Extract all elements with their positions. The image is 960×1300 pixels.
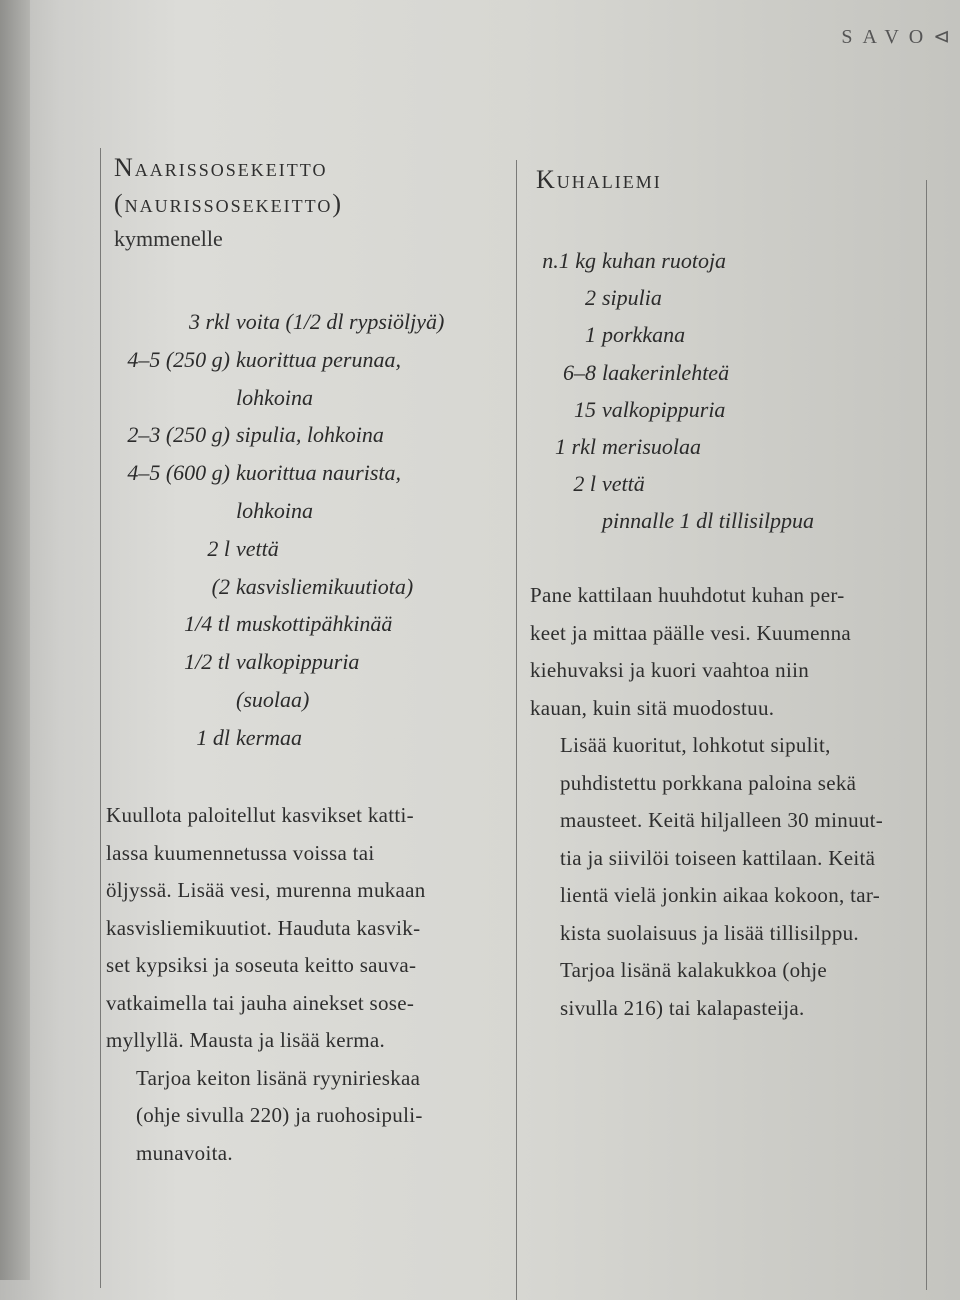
left-paragraph-2 [106,1060,506,1173]
title-line-2: (naurissosekeitto) [114,189,343,218]
left-ingredient-list [108,303,444,757]
text-line: öljyssä. Lisää vesi, murenna mukaan [106,878,426,902]
ingredient-row [108,643,444,681]
ingredient-row [528,316,814,353]
book-spine-shadow [0,0,30,1280]
ingredient-item: muskottipähkinää [236,611,393,637]
text-line: kiehuvaksi ja kuori vaahtoa niin [530,658,810,682]
ingredient-row [108,719,444,757]
right-column-rule [926,180,927,1290]
text-line: sivulla 216) tai kalapasteija. [560,995,805,1020]
ingredient-quantity: 4–5 (250 g) [127,346,230,372]
ingredient-row [108,454,444,492]
ingredient-row [528,391,814,428]
text-line: Tarjoa keiton lisänä ryynirieskaa [136,1065,421,1090]
ingredient-quantity: 1/4 tl [184,611,230,637]
text-line: vatkaimella tai jauha ainekset sose- [106,990,415,1015]
ingredient-item: lohkoina [236,384,313,410]
right-paragraph-2 [530,727,920,952]
ingredient-row [528,465,814,502]
ingredient-item: laakerinlehteä [602,359,730,385]
text-line: Tarjoa lisänä kalakukkoa (ohje [560,958,828,982]
text-line: myllyllä. Mausta ja lisää kerma. [106,1028,386,1052]
text-line: Pane kattilaan huuhdotut kuhan per- [530,583,845,607]
title-line-1: Naarissosekeitto [114,153,328,182]
ingredient-quantity: 1/2 tl [184,649,230,675]
ingredient-row [108,341,444,379]
ingredient-quantity: 15 [574,396,596,422]
ingredient-quantity: 3 rkl [189,309,230,334]
ingredient-row [528,279,814,316]
text-line: (ohje sivulla 220) ja ruohosipuli- [136,1103,423,1127]
ingredient-item: valkopippuria [602,396,726,422]
region-name: SAVO [841,26,934,48]
ingredient-row [528,354,814,391]
ingredient-item: sipulia [602,285,662,311]
ingredient-item: vettä [236,535,279,561]
text-line: Kuullota paloitellut kasvikset katti- [106,803,414,827]
ingredient-row [108,492,444,530]
ingredient-quantity: 1 dl [196,724,230,750]
ingredient-row [108,303,444,341]
ingredient-row [108,605,444,643]
ingredient-item: kuhan ruotoja [602,248,727,273]
ingredient-item: valkopippuria [236,649,360,675]
servings: kymmenelle [114,226,223,251]
right-paragraph-3 [530,952,920,1027]
ingredient-row [528,428,814,465]
ingredient-row [108,530,444,568]
text-line: kista suolaisuus ja lisää tillisilppu. [560,920,859,945]
ingredient-item: kuorittua naurista, [236,460,402,486]
ingredient-item: kasvisliemikuutiota) [236,573,414,599]
ingredient-row [528,502,814,539]
ingredient-quantity: 2 [585,285,596,311]
text-line: mausteet. Keitä hiljalleen 30 minuut- [560,808,884,832]
text-line: lassa kuumennetussa voissa tai [106,840,375,865]
ingredient-item: vettä [602,471,645,497]
ingredient-quantity [108,379,236,417]
ingredient-row [528,242,814,279]
ingredient-item: porkkana [602,322,686,348]
ingredient-quantity: 4–5 (600 g) [127,460,230,486]
ingredient-quantity: n.1 kg [542,248,596,273]
right-method [530,577,920,1027]
ingredient-quantity [528,502,602,539]
ingredient-row [108,568,444,606]
text-line: munavoita. [136,1140,233,1165]
ingredient-item: pinnalle 1 dl tillisilppua [602,508,815,534]
right-paragraph-1 [530,577,920,727]
ingredient-item: sipulia, lohkoina [236,422,384,448]
ingredient-item: lohkoina [236,497,313,523]
ingredient-item: kermaa [236,724,302,750]
ingredient-quantity [108,492,236,530]
ingredient-row [108,416,444,454]
ingredient-item: merisuolaa [602,434,701,460]
right-recipe-title: Kuhaliemi [536,165,662,194]
ingredient-quantity: 2 l [573,471,596,497]
left-paragraph-1 [106,797,506,1060]
text-line: kauan, kuin sitä muodostuu. [530,695,775,720]
ingredient-quantity: 1 [585,322,596,348]
ingredient-item: kuorittua perunaa, [236,346,401,372]
ornament-icon: ⊲ [933,26,950,48]
right-ingredient-list [528,242,814,540]
left-recipe-title [114,150,343,222]
ingredient-quantity: 1 rkl [555,434,596,460]
text-line: set kypsiksi ja soseuta keitto sauva- [106,953,417,977]
ingredient-quantity: (2 [211,573,230,599]
ingredient-item: (suolaa) [236,686,310,712]
page-header [841,24,950,49]
ingredient-quantity: 2 l [207,535,230,561]
text-line: keet ja mittaa päälle vesi. Kuumenna [530,620,852,645]
text-line: lientä vielä jonkin aikaa kokoon, tar- [560,883,881,907]
text-line: tia ja siivilöi toiseen kattilaan. Keitä [560,845,876,870]
text-line: puhdistettu porkkana paloina sekä [560,770,857,795]
ingredient-item: voita (1/2 dl rypsiöljyä) [236,309,445,334]
left-column-rule [100,148,101,1288]
ingredient-row [108,681,444,719]
ingredient-quantity: 2–3 (250 g) [127,422,230,448]
ingredient-quantity [108,681,236,719]
ingredient-row [108,379,444,417]
middle-column-rule [516,160,517,1300]
ingredient-quantity: 6–8 [563,359,596,385]
text-line: kasvisliemikuutiot. Hauduta kasvik- [106,915,421,940]
text-line: Lisää kuoritut, lohkotut sipulit, [560,733,831,757]
left-method [106,797,506,1172]
